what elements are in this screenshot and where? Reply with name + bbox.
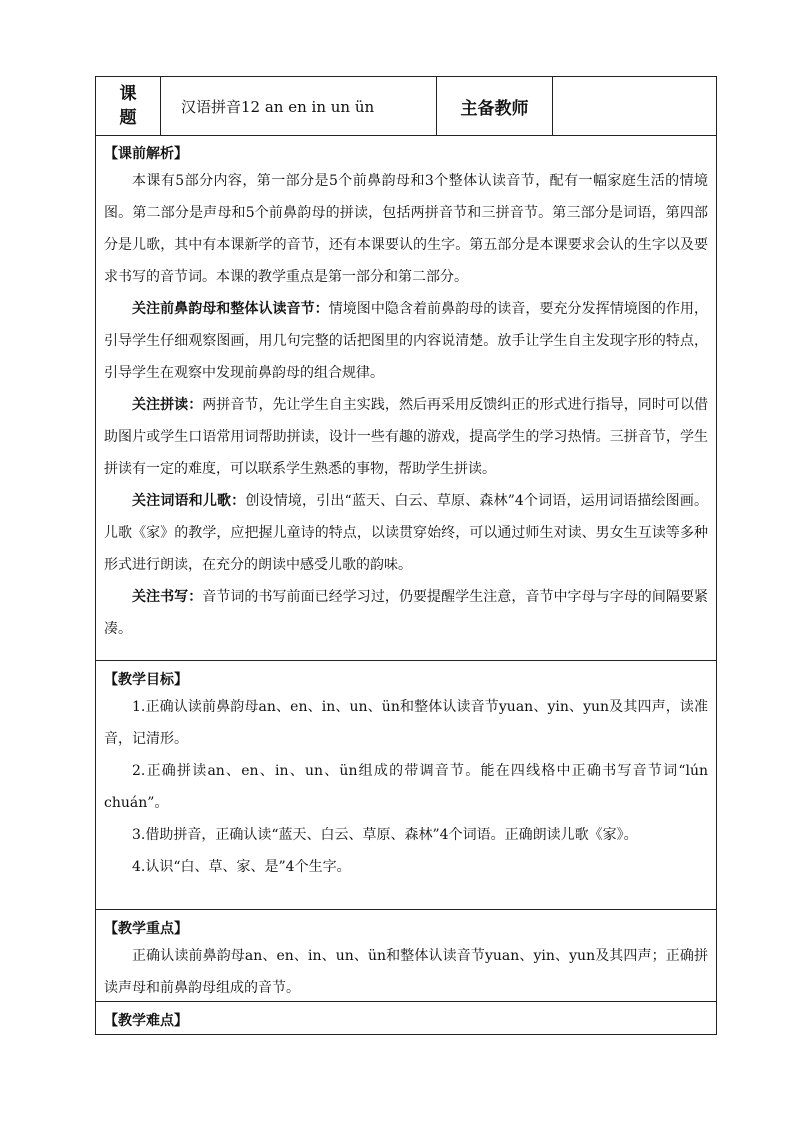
- difficulty-heading: 【教学难点】: [104, 1013, 188, 1029]
- lesson-plan-page: [95, 76, 717, 1035]
- analysis-paragraph: [104, 485, 708, 581]
- goal-item: 4.认识“白、草、家、是”4个生字。: [132, 859, 351, 875]
- goal-item: 1.正确认读前鼻韵母an、en、in、un、ün和整体认读音节yuan、yin、yun及其四声，读准音，记清形。: [104, 699, 708, 747]
- goals-heading: 【教学目标】: [104, 672, 188, 688]
- teacher-label: 主备教师: [460, 98, 529, 119]
- focus-heading: 【教学重点】: [104, 921, 188, 937]
- teacher-label-cell: [437, 77, 553, 136]
- analysis-heading: 【课前解析】: [104, 146, 188, 162]
- analysis-paragraph: 本课有5部分内容，第一部分是5个前鼻韵母和3个整体认读音节，配有一幅家庭生活的情境图。第二部分是声母和5个前鼻韵母的拼读，包括两拼音节和三拼音节。第三部分是词语，第四部分是儿歌，其中有本课新学的音节，还有本课要认的生字。第五部分是本课要求会认的生字以及要求书写的音节词。本课的教学重点是第一部分和第二部分。: [104, 173, 708, 285]
- topic-value-cell: [161, 77, 437, 136]
- teaching-difficulty-section: [95, 1002, 717, 1035]
- goal-item: 2.正确拼读an、en、in、un、ün组成的带调音节。能在四线格中正确书写音节词“lún chuán”。: [104, 763, 708, 811]
- analysis-paragraph: [104, 389, 708, 485]
- paragraph-body: 情境图中隐含着前鼻韵母的读音，要充分发挥情境图的作用，引导学生仔细观察图画，用几句完整的话把图里的内容说清楚。放手让学生自主发现字形的特点，引导学生在观察中发现前鼻韵母的组合规律。: [104, 301, 709, 381]
- paragraph-lead: 关注词语和儿歌：: [132, 493, 246, 509]
- header-table: [95, 76, 717, 136]
- analysis-paragraph: [104, 293, 708, 389]
- topic-label-cell: [96, 77, 161, 136]
- teaching-focus-section: [95, 910, 717, 1002]
- pre-lesson-analysis-section: [95, 136, 717, 661]
- goal-item: 3.借助拼音，正确认读“蓝天、白云、草原、森林”4个词语。正确朗读儿歌《家》。: [132, 827, 638, 843]
- analysis-paragraph: [104, 581, 708, 645]
- paragraph-body: 音节词的书写前面已经学习过，仍要提醒学生注意，音节中字母与字母的间隔要紧凑。: [104, 589, 708, 637]
- topic-label: 课 题: [119, 84, 137, 128]
- paragraph-body: 两拼音节，先让学生自主实践，然后再采用反馈纠正的形式进行指导，同时可以借助图片或学生口语常用词帮助拼读，设计一些有趣的游戏，提高学生的学习热情。三拼音节，学生拼读有一定的难度，可以联系学生熟悉的事物，帮助学生拼读。: [104, 397, 708, 477]
- topic-value: 汉语拼音12 an en in un ün: [181, 97, 375, 116]
- teaching-goals-section: [95, 661, 717, 910]
- paragraph-lead: 关注前鼻韵母和整体认读音节：: [132, 301, 329, 317]
- focus-text: 正确认读前鼻韵母an、en、in、un、ün和整体认读音节yuan、yin、yun及其四声；正确拼读声母和前鼻韵母组成的音节。: [104, 948, 708, 996]
- paragraph-lead: 关注书写：: [132, 589, 203, 605]
- paragraph-body: 创设情境，引出“蓝天、白云、草原、森林”4个词语，运用词语描绘图画。儿歌《家》的教学，应把握儿童诗的特点，以读贯穿始终，可以通过师生对读、男女生互读等多种形式进行朗读，在充分的朗读中感受儿歌的韵味。: [104, 493, 708, 573]
- paragraph-lead: 关注拼读：: [132, 397, 203, 413]
- teacher-value-cell: [553, 77, 717, 136]
